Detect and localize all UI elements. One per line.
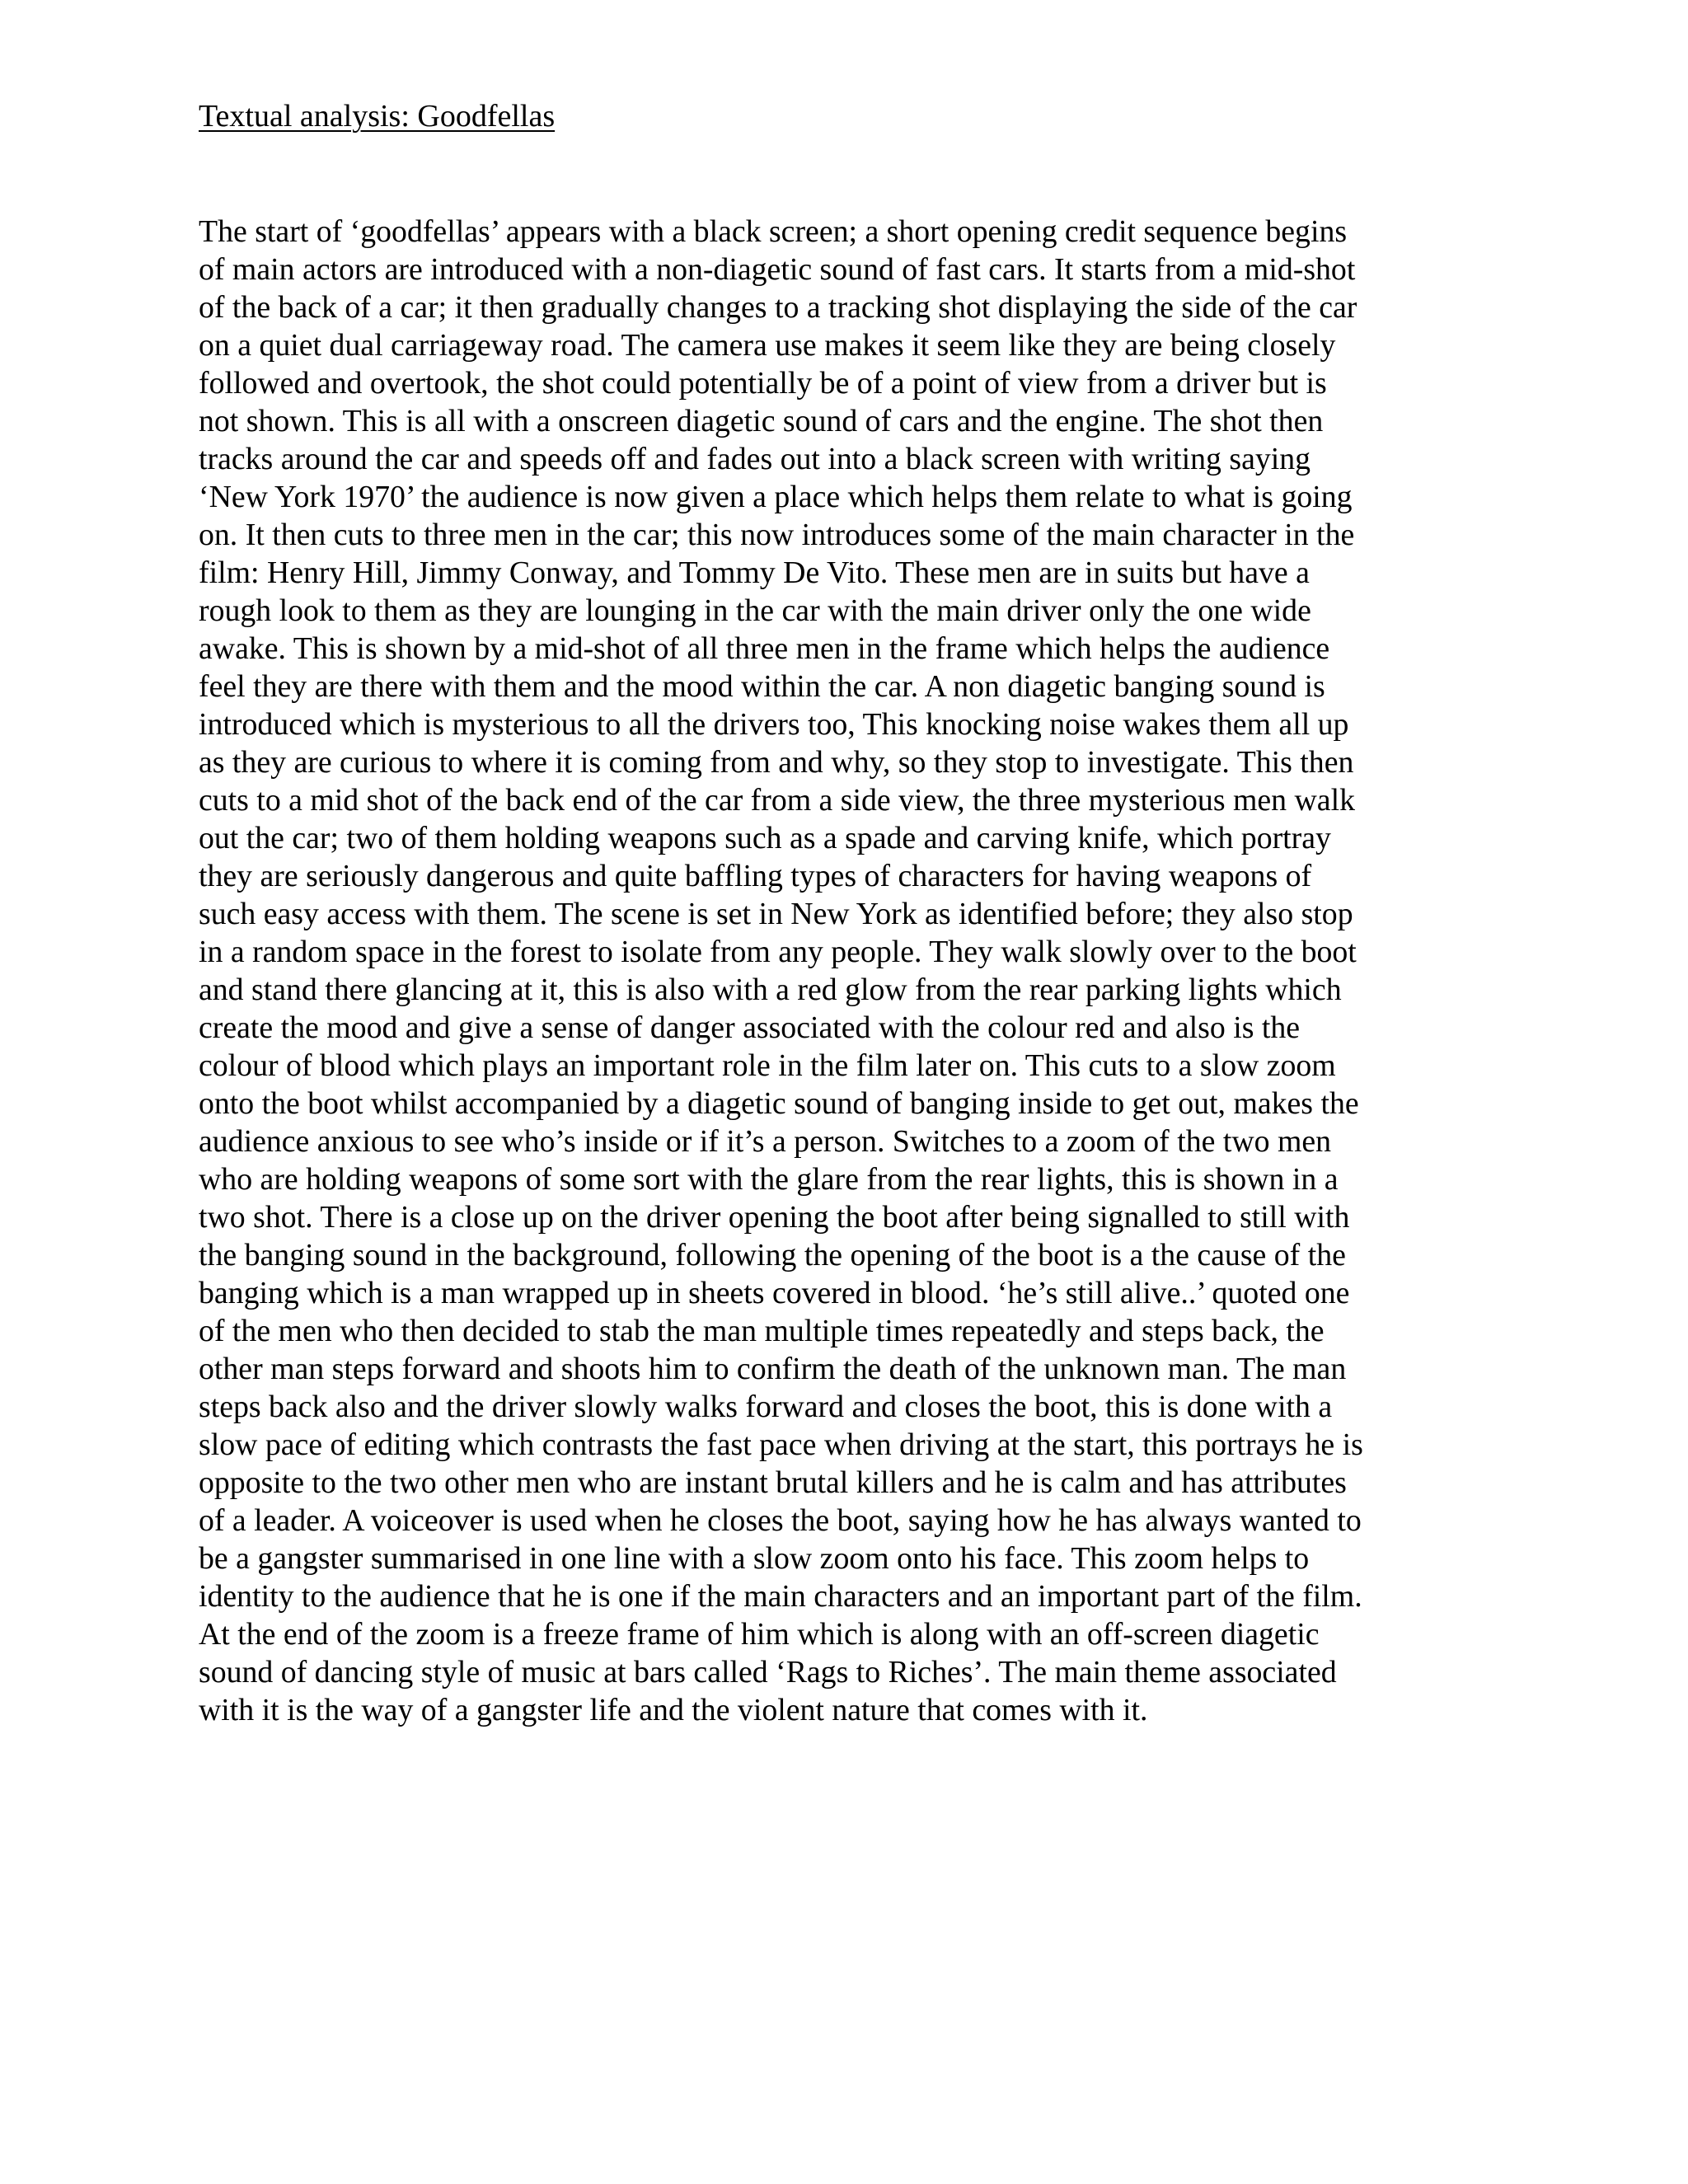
paragraph-line: audience anxious to see who’s inside or if it’s a person. Switches to a zoom of the two men (199, 1124, 1332, 1159)
paragraph-line: who are holding weapons of some sort with the glare from the rear lights, this is shown in a (199, 1162, 1339, 1197)
paragraph-line: of a leader. A voiceover is used when he closes the boot, saying how he has always wanted to (199, 1503, 1362, 1538)
paragraph-line: of main actors are introduced with a non-diagetic sound of fast cars. It starts from a mid-shot (199, 252, 1356, 287)
paragraph-line: film: Henry Hill, Jimmy Conway, and Tommy De Vito. These men are in suits but have a (199, 555, 1310, 590)
paragraph-line: followed and overtook, the shot could potentially be of a point of view from a driver but is (199, 366, 1327, 401)
paragraph-line: rough look to them as they are lounging in the car with the main driver only the one wide (199, 593, 1311, 628)
paragraph-line: be a gangster summarised in one line with a slow zoom onto his face. This zoom helps to (199, 1541, 1310, 1576)
paragraph-line: on a quiet dual carriageway road. The camera use makes it seem like they are being closely (199, 328, 1336, 363)
paragraph-line: awake. This is shown by a mid-shot of all three men in the frame which helps the audience (199, 631, 1330, 666)
paragraph-line: At the end of the zoom is a freeze frame of him which is along with an off-screen diagetic (199, 1617, 1320, 1652)
paragraph-line: onto the boot whilst accompanied by a diagetic sound of banging inside to get out, makes the (199, 1086, 1359, 1121)
document-title: Textual analysis: Goodfellas (199, 99, 556, 134)
paragraph-line: such easy access with them. The scene is set in New York as identified before; they also stop (199, 897, 1353, 931)
paragraph-line: steps back also and the driver slowly walks forward and closes the boot, this is done with a (199, 1390, 1333, 1424)
paragraph-line: on. It then cuts to three men in the car; this now introduces some of the main character in the (199, 518, 1355, 552)
paragraph-line: in a random space in the forest to isolate from any people. They walk slowly over to the boot (199, 935, 1357, 969)
paragraph-line: and stand there glancing at it, this is also with a red glow from the rear parking lights which (199, 972, 1342, 1007)
paragraph-line: not shown. This is all with a onscreen diagetic sound of cars and the engine. The shot then (199, 404, 1324, 438)
paragraph-line: introduced which is mysterious to all the drivers too, This knocking noise wakes them all up (199, 707, 1349, 742)
paragraph-line: ‘New York 1970’ the audience is now given a place which helps them relate to what is going (199, 480, 1353, 514)
paragraph-line: they are seriously dangerous and quite baffling types of characters for having weapons of (199, 859, 1312, 893)
paragraph-line: of the back of a car; it then gradually changes to a tracking shot displaying the side of the car (199, 290, 1357, 325)
paragraph-line: identity to the audience that he is one if the main characters and an important part of the film. (199, 1579, 1362, 1614)
paragraph-line: sound of dancing style of music at bars called ‘Rags to Riches’. The main theme associated (199, 1655, 1337, 1690)
paragraph-line: the banging sound in the background, following the opening of the boot is a the cause of the (199, 1238, 1346, 1272)
paragraph-line: The start of ‘goodfellas’ appears with a black screen; a short opening credit sequence begins (199, 214, 1348, 249)
paragraph-line: cuts to a mid shot of the back end of the car from a side view, the three mysterious men walk (199, 783, 1355, 818)
paragraph-line: out the car; two of them holding weapons such as a spade and carving knife, which portray (199, 821, 1331, 855)
paragraph-line: create the mood and give a sense of danger associated with the colour red and also is the (199, 1010, 1301, 1045)
paragraph-line: two shot. There is a close up on the driver opening the boot after being signalled to still with (199, 1200, 1350, 1235)
paragraph-line: tracks around the car and speeds off and fades out into a black screen with writing saying (199, 442, 1311, 476)
analysis-paragraph (199, 213, 1484, 1729)
paragraph-line: opposite to the two other men who are instant brutal killers and he is calm and has attributes (199, 1465, 1347, 1500)
paragraph-line: banging which is a man wrapped up in sheets covered in blood. ‘he’s still alive..’ quoted one (199, 1276, 1350, 1310)
paragraph-line: as they are curious to where it is coming from and why, so they stop to investigate. This then (199, 745, 1354, 780)
paragraph-line: feel they are there with them and the mood within the car. A non diagetic banging sound is (199, 669, 1325, 704)
paragraph-line: of the men who then decided to stab the man multiple times repeatedly and steps back, the (199, 1314, 1325, 1348)
paragraph-line: other man steps forward and shoots him to confirm the death of the unknown man. The man (199, 1352, 1347, 1386)
paragraph-line: colour of blood which plays an important role in the film later on. This cuts to a slow zoom (199, 1048, 1336, 1083)
paragraph-line: with it is the way of a gangster life and the violent nature that comes with it. (199, 1693, 1148, 1727)
paragraph-line: slow pace of editing which contrasts the fast pace when driving at the start, this portrays he is (199, 1427, 1363, 1462)
